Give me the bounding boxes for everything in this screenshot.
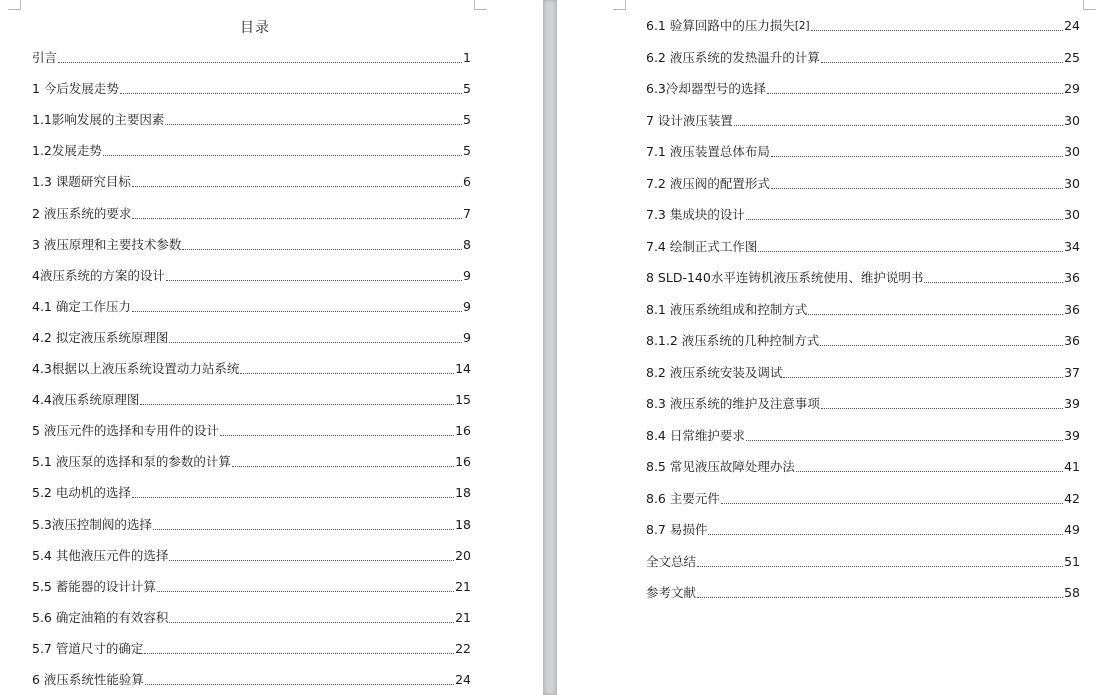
toc-dot-leader — [140, 404, 454, 405]
toc-entry[interactable] — [646, 172, 1080, 192]
toc-page-number: 1 — [463, 50, 471, 65]
toc-entry-label: 3 液压原理和主要技术参数 — [32, 236, 182, 252]
toc-entry[interactable] — [646, 424, 1080, 444]
toc-entry-label: 5.7 管道尺寸的确定 — [32, 640, 144, 656]
toc-dot-leader — [771, 188, 1063, 189]
toc-page-number: 37 — [1064, 364, 1080, 380]
toc-entry-label: 1.1影响发展的主要因素 — [32, 112, 165, 128]
toc-dot-leader — [708, 534, 1063, 535]
toc-entry[interactable] — [32, 108, 471, 128]
toc-page-number: 18 — [455, 516, 471, 532]
toc-entry[interactable] — [646, 14, 1080, 34]
toc-dot-leader — [783, 377, 1063, 378]
toc-entry[interactable] — [646, 46, 1080, 66]
toc-page-number: 20 — [455, 547, 471, 563]
page-corner-mark — [1083, 0, 1096, 10]
toc-entry-label: 参考文献 — [646, 585, 697, 600]
toc-dot-leader — [103, 155, 462, 156]
toc-page-number: 6 — [463, 174, 471, 190]
toc-entry-label: 1 今后发展走势 — [32, 81, 119, 97]
toc-page-number: 58 — [1064, 585, 1080, 600]
toc-entry[interactable] — [32, 264, 471, 284]
toc-title: 目录 — [240, 20, 270, 36]
toc-entry-label: 8.6 主要元件 — [646, 490, 720, 506]
toc-dot-leader — [232, 466, 454, 467]
toc-entry[interactable] — [646, 361, 1080, 381]
toc-entry-label: 8.1 液压系统组成和控制方式 — [646, 301, 808, 317]
toc-page-number: 39 — [1064, 396, 1080, 411]
toc-page-number: 36 — [1064, 333, 1080, 348]
toc-entry-label: 8 SLD-140水平连铸机液压系统使用、维护说明书 — [646, 270, 924, 285]
toc-entry-label: 5.4 其他液压元件的选择 — [32, 547, 169, 563]
toc-dot-leader — [58, 62, 462, 63]
toc-entry[interactable] — [32, 170, 471, 190]
toc-entry-label: 6.3冷却器型号的选择 — [646, 81, 766, 96]
toc-page-number: 21 — [455, 609, 471, 625]
toc-entry-label: 4.2 拟定液压系统原理图 — [32, 329, 169, 345]
toc-dot-leader — [746, 440, 1063, 441]
toc-entry[interactable] — [32, 575, 471, 595]
toc-entry-label: 5.2 电动机的选择 — [32, 485, 131, 501]
toc-entry[interactable] — [32, 606, 471, 626]
toc-entry[interactable] — [646, 235, 1080, 255]
toc-page-number: 24 — [1064, 18, 1080, 33]
toc-entry[interactable] — [32, 233, 471, 253]
toc-entry-label: 7.3 集成块的设计 — [646, 207, 745, 222]
page-gutter — [543, 0, 557, 695]
toc-dot-leader — [240, 373, 454, 374]
toc-entry[interactable] — [32, 357, 471, 377]
toc-dot-leader — [220, 435, 454, 436]
toc-page-number: 16 — [455, 423, 471, 439]
toc-entry[interactable] — [646, 392, 1080, 412]
toc-entry[interactable] — [32, 326, 471, 346]
toc-entry-label: 引言 — [32, 50, 58, 65]
toc-entry-label: 5 液压元件的选择和专用件的设计 — [32, 423, 219, 439]
toc-entry[interactable] — [646, 581, 1080, 601]
toc-entry[interactable] — [646, 203, 1080, 223]
toc-page-number: 30 — [1064, 207, 1080, 222]
toc-page-number: 30 — [1064, 144, 1080, 159]
toc-entry[interactable] — [646, 550, 1080, 570]
toc-dot-leader — [157, 591, 454, 592]
toc-page-number: 36 — [1064, 301, 1080, 317]
toc-page-number: 51 — [1064, 553, 1080, 569]
toc-dot-leader — [182, 249, 462, 250]
toc-entry-label: 8.1.2 液压系统的几种控制方式 — [646, 333, 820, 348]
toc-entry-label: 8.5 常见液压故障处理办法 — [646, 459, 795, 474]
toc-page-number: 5 — [463, 112, 471, 128]
toc-entry[interactable] — [32, 481, 471, 501]
toc-dot-leader — [166, 280, 462, 281]
toc-dot-leader — [924, 282, 1063, 283]
toc-entry[interactable] — [646, 518, 1080, 538]
toc-entry[interactable] — [32, 544, 471, 564]
toc-dot-leader — [721, 503, 1063, 504]
toc-dot-leader — [169, 342, 462, 343]
toc-dot-leader — [734, 125, 1063, 126]
toc-entry-label: 5.1 液压泵的选择和泵的参数的计算 — [32, 454, 231, 470]
toc-entry[interactable] — [32, 295, 471, 315]
page-corner-mark — [8, 0, 21, 10]
toc-entry-label: 7.2 液压阀的配置形式 — [646, 175, 770, 191]
document-page-right — [557, 0, 1110, 695]
toc-entry[interactable] — [32, 202, 471, 222]
toc-entry-label: 4液压系统的方案的设计 — [32, 267, 165, 283]
toc-dot-leader — [767, 93, 1063, 94]
toc-entry[interactable] — [646, 77, 1080, 97]
page-corner-mark — [613, 0, 626, 10]
toc-entry-label: 4.4液压系统原理图 — [32, 392, 140, 408]
toc-dot-leader — [153, 529, 454, 530]
toc-entry[interactable] — [32, 388, 471, 408]
toc-dot-leader — [145, 684, 454, 685]
toc-dot-leader — [132, 218, 462, 219]
toc-entry[interactable] — [32, 46, 471, 66]
toc-entry[interactable] — [646, 109, 1080, 129]
toc-page-number: 9 — [463, 329, 471, 345]
toc-page-number: 22 — [455, 640, 471, 656]
toc-page-number: 29 — [1064, 81, 1080, 96]
toc-page-number: 36 — [1064, 270, 1080, 285]
toc-page-number: 39 — [1064, 427, 1080, 443]
toc-entry-label: 8.7 易损件 — [646, 522, 708, 537]
toc-dot-leader — [808, 314, 1063, 315]
page-corner-mark — [474, 0, 487, 10]
toc-page-number: 5 — [463, 81, 471, 97]
toc-entry-label: 7.4 绘制正式工作图 — [646, 238, 758, 254]
toc-dot-leader — [821, 408, 1063, 409]
toc-entry-label: 全文总结 — [646, 553, 697, 569]
toc-entry-label: 4.3根据以上液压系统设置动力站系统 — [32, 361, 240, 376]
toc-page-number: 34 — [1064, 238, 1080, 254]
toc-entry-label: 6.2 液压系统的发热温升的计算 — [646, 49, 820, 65]
document-page-left — [0, 0, 543, 695]
toc-dot-leader — [169, 560, 454, 561]
toc-entry[interactable] — [646, 298, 1080, 318]
toc-entry[interactable] — [32, 513, 471, 533]
toc-page-number: 24 — [455, 672, 471, 687]
toc-page-number: 9 — [463, 267, 471, 283]
toc-dot-leader — [820, 345, 1063, 346]
toc-dot-leader — [821, 62, 1063, 63]
toc-dot-leader — [746, 219, 1063, 220]
toc-entry-label: 2 液压系统的要求 — [32, 205, 132, 221]
toc-page-number: 9 — [463, 298, 471, 314]
toc-page-number: 15 — [455, 392, 471, 408]
toc-page-number: 14 — [455, 361, 471, 376]
toc-entry-label: 5.5 蓄能器的设计计算 — [32, 578, 156, 594]
toc-entry[interactable] — [646, 329, 1080, 349]
toc-dot-leader — [144, 653, 454, 654]
toc-dot-leader — [796, 471, 1063, 472]
toc-entry[interactable] — [32, 637, 471, 657]
toc-page-number: 42 — [1064, 490, 1080, 506]
toc-entry-label: 8.4 日常维护要求 — [646, 427, 745, 443]
toc-entry[interactable] — [32, 139, 471, 159]
toc-dot-leader — [120, 93, 462, 94]
toc-entry[interactable] — [646, 455, 1080, 475]
toc-page-number: 30 — [1064, 175, 1080, 191]
toc-entry[interactable] — [646, 140, 1080, 160]
toc-page-number: 21 — [455, 578, 471, 594]
toc-page-number: 7 — [463, 205, 471, 221]
toc-entry-label: 1.2发展走势 — [32, 143, 102, 159]
toc-page-number: 30 — [1064, 112, 1080, 128]
toc-entry[interactable] — [646, 487, 1080, 507]
toc-entry-label: 7 设计液压装置 — [646, 112, 733, 128]
toc-entry-label: 5.3液压控制阀的选择 — [32, 516, 152, 532]
toc-page-number: 5 — [463, 143, 471, 159]
toc-entry-label: 5.6 确定油箱的有效容积 — [32, 609, 169, 625]
toc-entry-label: 1.3 课题研究目标 — [32, 174, 131, 190]
toc-dot-leader — [697, 566, 1063, 567]
toc-dot-leader — [132, 186, 462, 187]
toc-page-number: 25 — [1064, 49, 1080, 65]
toc-entry-label: 4.1 确定工作压力 — [32, 298, 131, 314]
toc-dot-leader — [132, 497, 454, 498]
toc-entry-label: 6 液压系统性能验算 — [32, 672, 144, 687]
toc-dot-leader — [169, 622, 454, 623]
toc-entry-label: 8.3 液压系统的维护及注意事项 — [646, 396, 820, 411]
toc-entry-label: 8.2 液压系统安装及调试 — [646, 364, 783, 380]
toc-dot-leader — [132, 311, 462, 312]
toc-entry[interactable] — [32, 77, 471, 97]
toc-dot-leader — [771, 156, 1063, 157]
toc-dot-leader — [165, 124, 462, 125]
toc-entry[interactable] — [646, 266, 1080, 286]
toc-page-number: 16 — [455, 454, 471, 470]
toc-page-number: 8 — [463, 236, 471, 252]
toc-entry-citation: [2] — [794, 20, 810, 32]
toc-page-number: 49 — [1064, 522, 1080, 537]
toc-dot-leader — [758, 251, 1063, 252]
toc-entry-label: 6.1 验算回路中的压力损失 — [646, 18, 795, 33]
toc-entry[interactable] — [32, 668, 471, 688]
toc-page-number: 18 — [455, 485, 471, 501]
toc-entry[interactable] — [32, 419, 471, 439]
toc-dot-leader — [697, 597, 1063, 598]
toc-entry[interactable] — [32, 450, 471, 470]
toc-page-number: 41 — [1064, 459, 1080, 474]
toc-dot-leader — [811, 30, 1063, 31]
toc-entry-label: 7.1 液压装置总体布局 — [646, 144, 770, 159]
